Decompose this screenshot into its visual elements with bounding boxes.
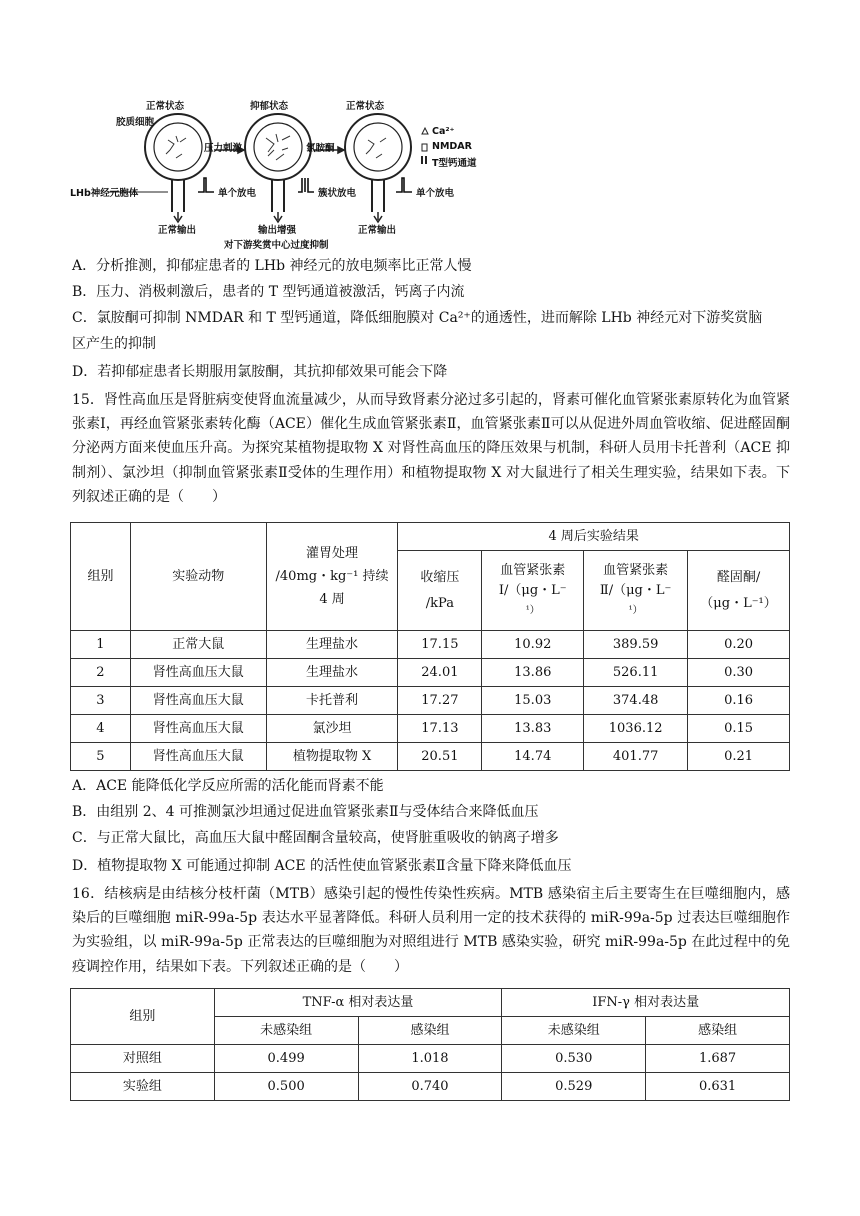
q15-ang2-line3: ¹） — [628, 604, 643, 616]
cell: 1036.12 — [584, 715, 688, 743]
table-row — [71, 687, 790, 715]
q15-treat-line1: 灌胃处理 — [306, 545, 359, 561]
cell: 0.740 — [358, 1073, 502, 1101]
label-normal-state-1: 正常状态 — [146, 101, 185, 112]
q15-ang1-line1: 血管紧张素 — [500, 562, 566, 578]
cell: 526.11 — [584, 659, 688, 687]
cell: 14.74 — [482, 743, 584, 771]
q15-treat-line2: /40mg・kg⁻¹ 持续 — [275, 568, 389, 584]
label-depression-state: 抑郁状态 — [250, 101, 289, 112]
q15-treat-line3: 4 周 — [319, 591, 345, 607]
q16-stem: 16．结核病是由结核分枝杆菌（MTB）感染引起的慢性传染性疾病。MTB 感染宿主后主要寄生在巨噬细胞内，感染后的巨噬细胞 miR-99a-5p 表达水平显著降低。科研人员利用一定的技术获得的 miR-99a-5p 过表达巨噬细胞作为实验组，以 miR-99a-5p 正常表达的巨噬细胞为对照组进行 MTB 感染实验，研究 miR-99a-5p 在此过程中的免疫调控作用，结果如下表。下列叙述正确的是（ ） — [72, 886, 790, 975]
cell: 13.83 — [482, 715, 584, 743]
cell: 0.30 — [688, 659, 790, 687]
cell: 0.530 — [502, 1045, 646, 1073]
q15-option-c: C．与正常大鼠比，高血压大鼠中醛固酮含量较高，使肾脏重吸收的钠离子增多 — [72, 830, 559, 846]
neuron-diagram — [68, 92, 508, 252]
cell: 0.21 — [688, 743, 790, 771]
table-row — [71, 1073, 790, 1101]
q16-header-tnf-uninfected: 未感染组 — [214, 1017, 358, 1045]
q15-stem: 15．肾性高血压是肾脏病变使肾血流量减少，从而导致肾素分泌过多引起的，肾素可催化血管紧张素原转化为血管紧张素Ⅰ，再经血管紧张素转化酶（ACE）催化生成血管紧张素Ⅱ，血管紧张素Ⅱ可以从促进外周血管收缩、促进醛固酮分泌两方面来使血压升高。为探究某植物提取物 X 对肾性高血压的降压效果与机制，科研人员用卡托普利（ACE 抑制剂）、氯沙坦（抑制血管紧张素Ⅱ受体的生理作用）和植物提取物 X 对大鼠进行了相关生理实验，结果如下表。下列叙述正确的是（ ） — [72, 392, 790, 505]
q14-option-d: D．若抑郁症患者长期服用氯胺酮，其抗抑郁效果可能会下降 — [72, 364, 448, 380]
q15-header-aldosterone — [688, 551, 790, 631]
q15-ald-line1: 醛固酮/ — [716, 569, 761, 585]
cell: 0.20 — [688, 631, 790, 659]
table-row — [71, 715, 790, 743]
table-row — [71, 743, 790, 771]
label-single-discharge-2: 单个放电 — [416, 188, 455, 199]
q15-header-ang1 — [482, 551, 584, 631]
cell: 实验组 — [71, 1073, 215, 1101]
cell: 20.51 — [398, 743, 482, 771]
cell: 对照组 — [71, 1045, 215, 1073]
q15-header-group: 组别 — [71, 523, 131, 631]
cell: 374.48 — [584, 687, 688, 715]
cell: 氯沙坦 — [266, 715, 398, 743]
cell-normal-2 — [345, 114, 411, 222]
q15-ang2-line2: Ⅱ/（μg・L⁻ — [599, 582, 672, 598]
cell: 0.529 — [502, 1073, 646, 1101]
label-output-enhanced: 输出增强 — [258, 225, 297, 236]
q16-table — [70, 988, 790, 1101]
legend-marks — [422, 128, 428, 164]
cell: 13.86 — [482, 659, 584, 687]
cell-normal-1 — [145, 114, 211, 222]
legend-nmdar: NMDAR — [432, 141, 472, 152]
label-single-discharge-1: 单个放电 — [218, 188, 257, 199]
cell: 1 — [71, 631, 131, 659]
label-normal-output-1: 正常输出 — [158, 225, 197, 236]
table-row — [71, 1045, 790, 1073]
q15-ang1-line3: ¹） — [525, 604, 540, 616]
label-normal-state-2: 正常状态 — [346, 101, 385, 112]
cell: 4 — [71, 715, 131, 743]
cell: 0.499 — [214, 1045, 358, 1073]
q16-header-ifn-uninfected: 未感染组 — [502, 1017, 646, 1045]
q16-header-ifn: IFN-γ 相对表达量 — [502, 989, 790, 1017]
q15-header-animal: 实验动物 — [130, 523, 266, 631]
cell: 5 — [71, 743, 131, 771]
q14-option-c-line1: C．氯胺酮可抑制 NMDAR 和 T 型钙通道，降低细胞膜对 Ca²⁺的通透性，进而解除 LHb 神经元对下游奖赏脑 — [72, 310, 763, 326]
cell: 0.500 — [214, 1073, 358, 1101]
cell: 植物提取物 X — [266, 743, 398, 771]
q15-ald-line2: （μg・L⁻¹） — [700, 595, 777, 611]
q15-option-d: D．植物提取物 X 可能通过抑制 ACE 的活性使血管紧张素Ⅱ含量下降来降低血压 — [72, 858, 572, 874]
legend-ca: Ca²⁺ — [432, 126, 455, 137]
q15-option-a: A．ACE 能降低化学反应所需的活化能而肾素不能 — [72, 778, 384, 794]
q16-header-group: 组别 — [71, 989, 215, 1045]
cell: 401.77 — [584, 743, 688, 771]
cell: 3 — [71, 687, 131, 715]
legend-t-channel: T型钙通道 — [432, 158, 477, 169]
cell: 0.15 — [688, 715, 790, 743]
cell: 389.59 — [584, 631, 688, 659]
label-burst-discharge: 簇状放电 — [318, 188, 357, 199]
label-ketamine: 氯胺酮 — [306, 143, 335, 154]
cell: 肾性高血压大鼠 — [130, 743, 266, 771]
q15-table — [70, 522, 790, 771]
cell: 生理盐水 — [266, 659, 398, 687]
q15-sbp-line2: /kPa — [425, 595, 454, 611]
q15-header-treatment — [266, 523, 398, 631]
label-stress: 压力刺激 — [204, 143, 243, 154]
label-normal-output-2: 正常输出 — [358, 225, 397, 236]
cell: 肾性高血压大鼠 — [130, 687, 266, 715]
cell: 15.03 — [482, 687, 584, 715]
label-reward-inhibition: 对下游奖赏中心过度抑制 — [224, 240, 329, 251]
q14-option-b: B．压力、消极刺激后，患者的 T 型钙通道被激活，钙离子内流 — [72, 284, 465, 300]
q15-option-b: B．由组别 2、4 可推测氯沙坦通过促进血管紧张素Ⅱ与受体结合来降低血压 — [72, 804, 539, 820]
q15-sbp-line1: 收缩压 — [420, 569, 460, 585]
table-row — [71, 659, 790, 687]
label-lhb-soma: LHb神经元胞体 — [70, 188, 139, 199]
q15-header-ang2 — [584, 551, 688, 631]
q14-option-a: A．分析推测，抑郁症患者的 LHb 神经元的放电频率比正常人慢 — [72, 258, 472, 274]
cell: 10.92 — [482, 631, 584, 659]
cell: 17.15 — [398, 631, 482, 659]
cell: 1.687 — [646, 1045, 790, 1073]
q16-header-ifn-infected: 感染组 — [646, 1017, 790, 1045]
label-glia: 胶质细胞 — [116, 117, 155, 128]
cell: 卡托普利 — [266, 687, 398, 715]
cell: 0.16 — [688, 687, 790, 715]
cell: 0.631 — [646, 1073, 790, 1101]
cell-depression — [245, 114, 311, 222]
cell: 肾性高血压大鼠 — [130, 659, 266, 687]
q15-header-sbp — [398, 551, 482, 631]
cell: 生理盐水 — [266, 631, 398, 659]
cell: 17.13 — [398, 715, 482, 743]
q15-ang2-line1: 血管紧张素 — [603, 562, 669, 578]
q16-header-tnf-infected: 感染组 — [358, 1017, 502, 1045]
cell: 正常大鼠 — [130, 631, 266, 659]
table-row — [71, 631, 790, 659]
q15-header-result: 4 周后实验结果 — [398, 523, 790, 551]
cell: 24.01 — [398, 659, 482, 687]
q14-option-c-line2: 区产生的抑制 — [72, 336, 156, 352]
q15-ang1-line2: Ⅰ/（μg・L⁻ — [498, 582, 567, 598]
cell: 1.018 — [358, 1045, 502, 1073]
cell: 17.27 — [398, 687, 482, 715]
cell: 2 — [71, 659, 131, 687]
q16-header-tnf: TNF-α 相对表达量 — [214, 989, 502, 1017]
cell: 肾性高血压大鼠 — [130, 715, 266, 743]
